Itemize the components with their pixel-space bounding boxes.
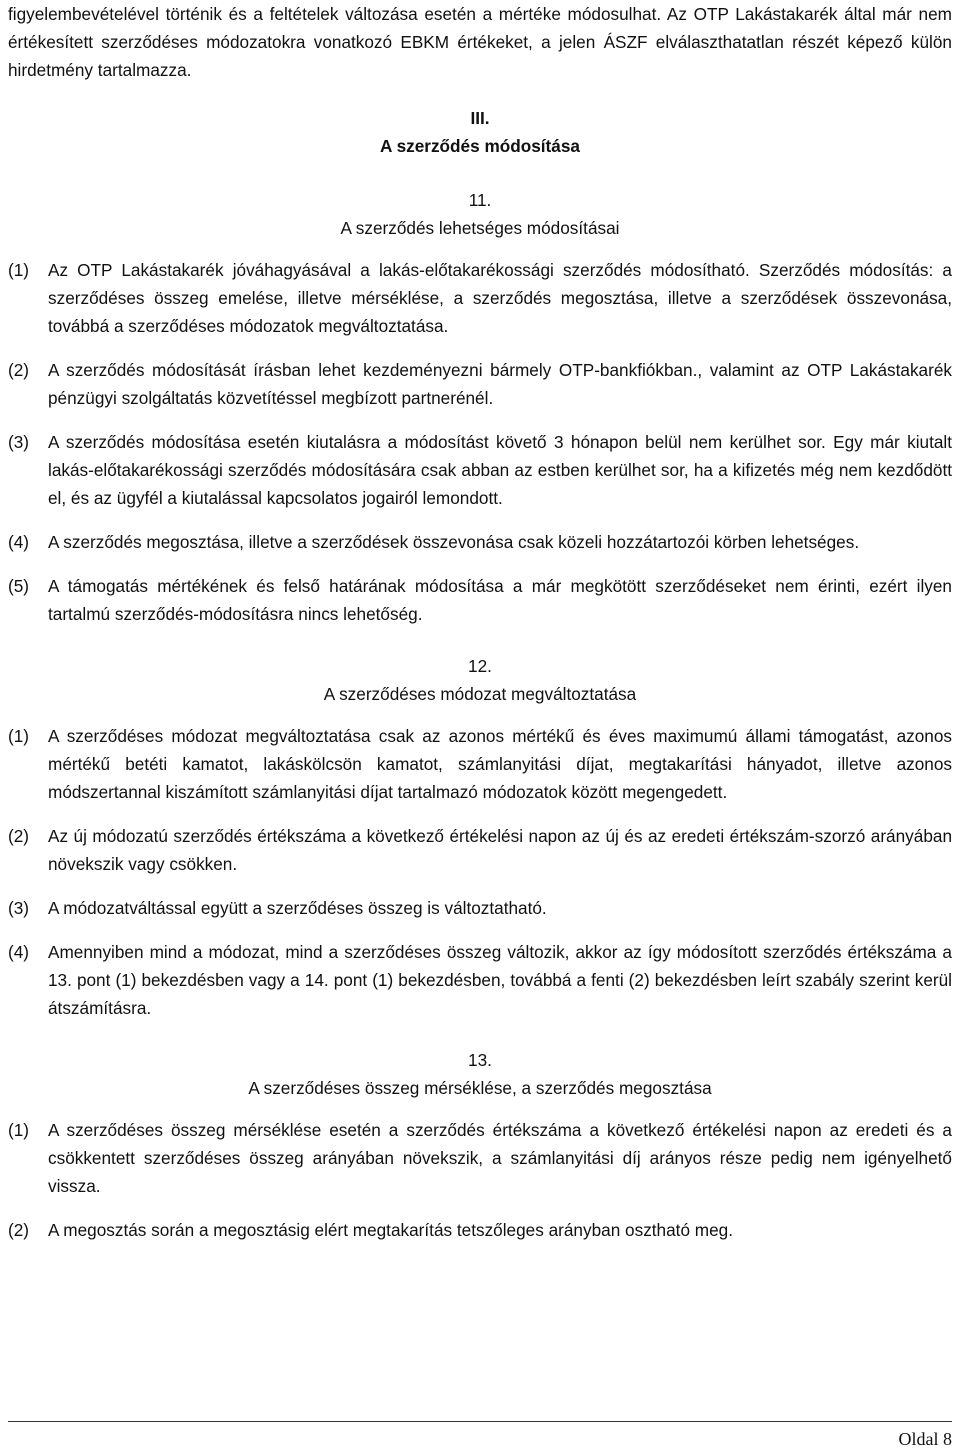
paragraph-text: A szerződés megosztása, illetve a szerződések összevonása csak közeli hozzátartozói körben lehetséges.: [48, 532, 860, 552]
paragraph: [8, 822, 952, 878]
intro-paragraph: figyelembevételével történik és a feltételek változása esetén a mértéke módosulhat. Az OTP Lakástakarék által már nem értékesített szerződéses módozatokra vonatkozó EBKM értékeket, a jelen ÁSZF elválaszthatatlan részét képező külön hirdetmény tartalmazza.: [8, 4, 952, 80]
paragraph-text: A módozatváltással együtt a szerződéses összeg is változtatható.: [48, 898, 547, 918]
paragraph-text: Az új módozatú szerződés értékszáma a következő értékelési napon az új és az eredeti értékszám-szorzó arányában növekszik vagy csökken.: [48, 826, 952, 874]
paragraph-number: (1): [8, 1120, 30, 1140]
paragraph-number: (1): [8, 260, 30, 280]
page-number: Oldal 8: [898, 1429, 952, 1449]
paragraph-text: A szerződés módosítása esetén kiutalásra a módosítást követő 3 hónapon belül nem kerülhet sor. Egy már kiutalt lakás-előtakarékossági szerződés módosítására csak abban az estben kerülhet sor, ha a kifizetés még nem kezdődött el, és az ügyfél a kiutalással kapcsolatos jogairól lemondott.: [48, 432, 952, 508]
section-title: A szerződés lehetséges módosításai: [340, 218, 620, 238]
paragraph: [8, 722, 952, 806]
paragraph: [8, 356, 952, 412]
paragraph-text: A szerződéses módozat megváltoztatása csak az azonos mértékű és éves maximumú állami támogatást, azonos mértékű betéti kamatot, lakáskölcsön kamatot, számlanyitási díjat, megtakarítási hányadot, illetve azonos módszertannal kiszámított számlanyitási díjat tartalmazó módozatok között megengedett.: [48, 726, 952, 802]
document-page: [8, 0, 952, 1244]
paragraph: [8, 1116, 952, 1200]
paragraph-text: A megosztás során a megosztásig elért megtakarítás tetszőleges arányban osztható meg.: [48, 1220, 733, 1240]
paragraph-number: (4): [8, 532, 30, 552]
section-number: 11.: [468, 190, 492, 210]
paragraph-text: A szerződés módosítását írásban lehet kezdeményezni bármely OTP-bankfiókban., valamint az OTP Lakástakarék pénzügyi szolgáltatás közvetítéssel megbízott partnerénél.: [48, 360, 952, 408]
paragraph-text: Az OTP Lakástakarék jóváhagyásával a lakás-előtakarékossági szerződés módosítható. Szerződés módosítás: a szerződéses összeg emelése, illetve mérséklése, a szerződés megosztása, illetve a szerződések összevonása, továbbá a szerződéses módozatok megváltoztatása.: [48, 260, 952, 336]
paragraph-number: (3): [8, 432, 30, 452]
paragraph-number: (2): [8, 360, 30, 380]
paragraph: [8, 572, 952, 628]
paragraph-number: (1): [8, 726, 30, 746]
section-title: A szerződéses összeg mérséklése, a szerződés megosztása: [248, 1078, 712, 1098]
paragraph: [8, 938, 952, 1022]
paragraph: [8, 894, 952, 922]
paragraph: [8, 428, 952, 512]
paragraph-number: (4): [8, 942, 30, 962]
paragraph-text: A szerződéses összeg mérséklése esetén a szerződés értékszáma a következő értékelési napon az eredeti és a csökkentett szerződéses összeg arányában növekszik, a számlanyitási díj arányos része pedig nem igényelhető vissza.: [48, 1120, 952, 1196]
paragraph-text: A támogatás mértékének és felső határának módosítása a már megkötött szerződéseket nem érinti, ezért ilyen tartalmú szerződés-módosításra nincs lehetőség.: [48, 576, 952, 624]
footer-divider: [8, 1421, 952, 1422]
paragraph-number: (3): [8, 898, 30, 918]
paragraph-text: Amennyiben mind a módozat, mind a szerződéses összeg változik, akkor az így módosított szerződés értékszáma a 13. pont (1) bekezdésben vagy a 14. pont (1) bekezdésben, továbbá a fenti (2) bekezdésben leírt szabály szerint kerül átszámításra.: [48, 942, 952, 1018]
section-number: 13.: [468, 1050, 492, 1070]
paragraph-number: (2): [8, 826, 30, 846]
paragraph: [8, 1216, 952, 1244]
paragraph-number: (5): [8, 576, 30, 596]
paragraph: [8, 256, 952, 340]
section-number: 12.: [468, 656, 492, 676]
section-title: A szerződéses módozat megváltoztatása: [323, 684, 637, 704]
paragraph: [8, 528, 952, 556]
paragraph-number: (2): [8, 1220, 30, 1240]
chapter-number: III.: [470, 108, 490, 128]
chapter-title: A szerződés módosítása: [380, 136, 580, 156]
